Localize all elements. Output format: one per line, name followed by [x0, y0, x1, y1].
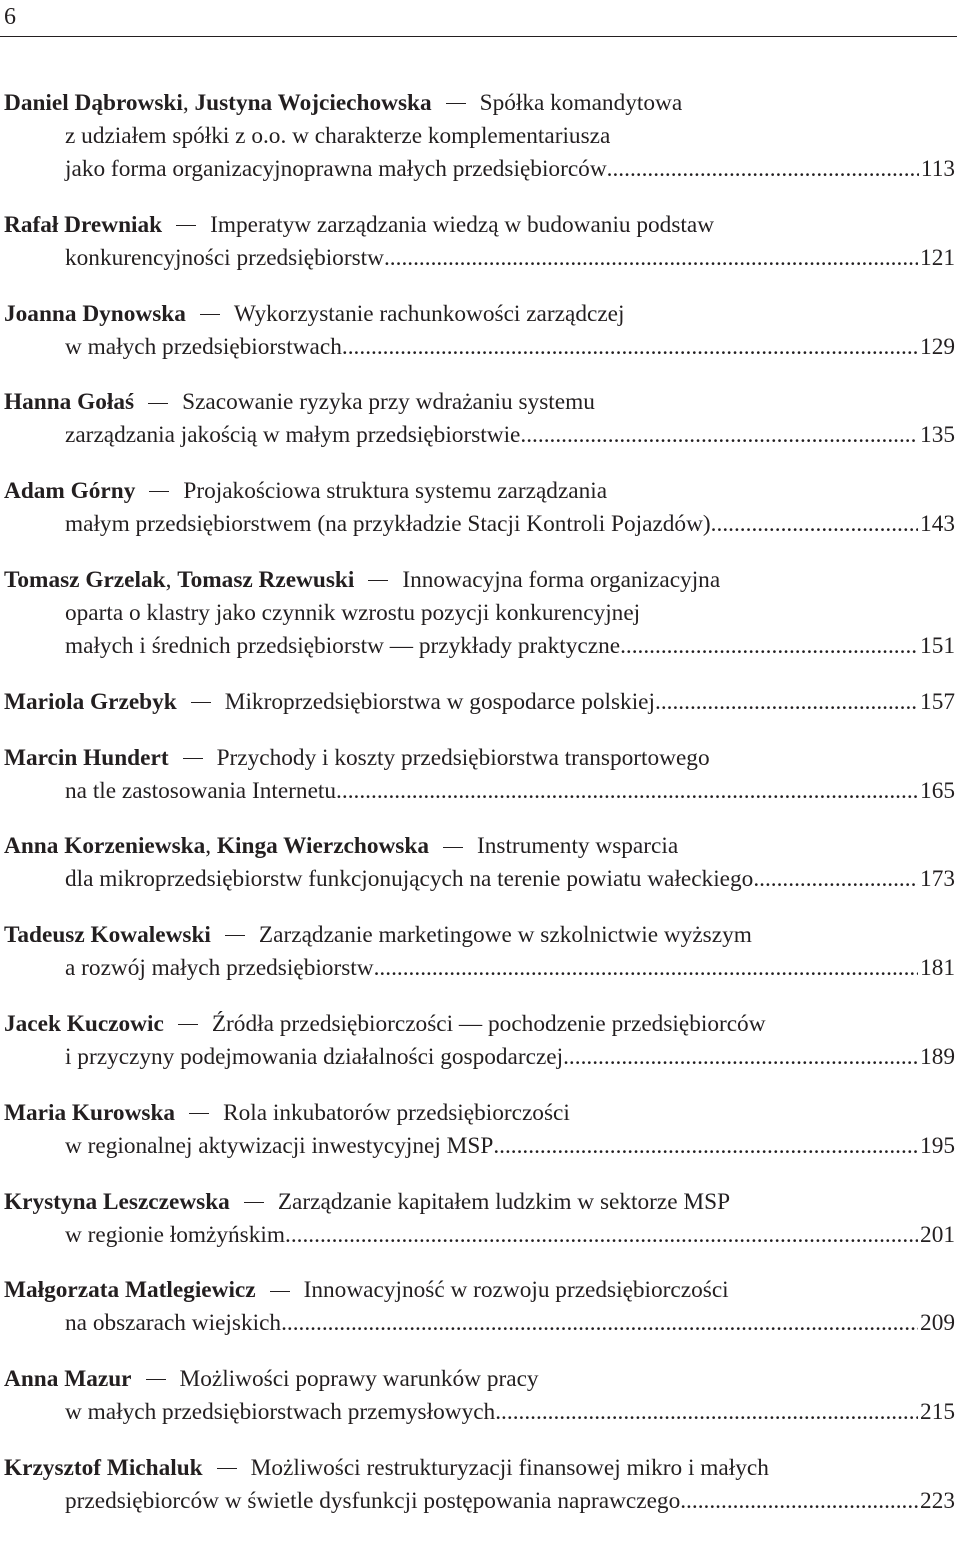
toc-entry-line: [4, 1274, 955, 1307]
toc-author: Anna Korzeniewska: [4, 833, 206, 860]
author-separator: ,: [182, 90, 195, 116]
toc-entry-line: [4, 1130, 955, 1163]
toc-title-text: Źródła przedsiębiorczości — pochodzenie przedsiębiorców: [211, 1010, 766, 1037]
toc-entry-text: [65, 863, 753, 896]
toc-entry: [4, 1008, 955, 1074]
author-title-dash: [176, 225, 196, 226]
toc-page-number: 195: [920, 1132, 955, 1159]
author-title-dash: [368, 580, 388, 581]
toc-title-text: małym przedsiębiorstwem (na przykładzie Stacji Kontroli Pojazdów): [65, 511, 711, 538]
toc-entry-text: [4, 567, 720, 593]
toc-entry-text: [65, 600, 640, 626]
toc-entry-line: [4, 1396, 955, 1429]
toc-entry-line: [4, 120, 955, 153]
dot-leader: [285, 1219, 918, 1252]
toc-entry-text: [4, 686, 655, 719]
toc-entry-line: [4, 242, 955, 275]
toc-title-text: Mikroprzedsiębiorstwa w gospodarce polskiej: [224, 688, 655, 715]
toc-page-number: 215: [920, 1399, 955, 1426]
toc-entry-text: [65, 1307, 281, 1340]
header-rule: [0, 36, 957, 37]
toc-entry: [4, 564, 955, 663]
toc-title-text: na tle zastosowania Internetu: [65, 777, 337, 804]
toc-page-number: 209: [920, 1310, 955, 1337]
author-title-dash: [244, 1202, 264, 1203]
toc-entry-line: [4, 597, 955, 630]
toc-title-text: Rola inkubatorów przedsiębiorczości: [223, 1099, 570, 1126]
author-title-dash: [178, 1024, 198, 1025]
toc-entry-text: [4, 301, 624, 327]
author-title-dash: [148, 403, 168, 404]
toc-page-number: 201: [920, 1221, 955, 1248]
toc-entry-line: [4, 331, 955, 364]
toc-entry-text: [4, 212, 714, 238]
toc-title-text: na obszarach wiejskich: [65, 1310, 282, 1337]
toc-title-text: Zarządzanie marketingowe w szkolnictwie wyższym: [258, 922, 752, 949]
toc-author: Marcin Hundert: [4, 744, 169, 771]
dot-leader: [655, 686, 918, 719]
toc-entry: [4, 1452, 955, 1518]
toc-entry-line: [4, 508, 955, 541]
toc-title-text: zarządzania jakością w małym przedsiębiorstwie: [65, 422, 521, 449]
toc-title-text: oparta o klastry jako czynnik wzrostu pozycji konkurencyjnej: [65, 599, 641, 626]
toc-entry-line: [4, 153, 955, 186]
toc-entry-text: [65, 242, 384, 275]
toc-author: Mariola Grzebyk: [4, 688, 177, 715]
toc-title-text: Zarządzanie kapitałem ludzkim w sektorze MSP: [277, 1188, 731, 1215]
author-title-dash: [149, 491, 169, 492]
toc-entry-text: [65, 1396, 495, 1429]
toc-title-text: w małych przedsiębiorstwach: [65, 333, 342, 360]
author-title-dash: [200, 314, 220, 315]
toc-entry-text: [65, 1041, 563, 1074]
toc-title-text: Możliwości poprawy warunków pracy: [179, 1366, 539, 1393]
toc-author: Maria Kurowska: [4, 1099, 176, 1126]
toc-author: Anna Mazur: [4, 1366, 132, 1393]
toc-entry: [4, 686, 955, 719]
toc-title-text: Innowacyjność w rozwoju przedsiębiorczości: [303, 1277, 729, 1304]
toc-entry: [4, 1097, 955, 1163]
dot-leader: [281, 1307, 918, 1340]
toc-entry-line: [4, 1452, 955, 1485]
toc-entry: [4, 742, 955, 808]
toc-author: Krzysztof Michaluk: [4, 1454, 203, 1481]
toc-title-text: Wykorzystanie rachunkowości zarządczej: [233, 300, 625, 327]
toc-page-number: 223: [920, 1487, 955, 1514]
dot-leader: [495, 1396, 918, 1429]
toc-entry-line: [4, 386, 955, 419]
toc-entry-text: [65, 508, 711, 541]
dot-leader: [493, 1130, 918, 1163]
toc-entry-line: [4, 564, 955, 597]
toc-entry-text: [4, 1366, 539, 1392]
toc-page-number: 173: [920, 866, 955, 893]
toc-author: Jacek Kuczowic: [4, 1010, 164, 1037]
toc-entry-text: [4, 1189, 730, 1215]
toc-author: Tadeusz Kowalewski: [4, 922, 211, 949]
toc-page-number: 157: [920, 688, 955, 715]
toc-entry-text: [4, 1455, 769, 1481]
toc-entry: [4, 475, 955, 541]
toc-title-text: Imperatyw zarządzania wiedzą w budowaniu podstaw: [210, 211, 715, 238]
author-title-dash: [217, 1468, 237, 1469]
toc-entry: [4, 830, 955, 896]
toc-entry-text: [65, 1130, 493, 1163]
dot-leader: [753, 863, 918, 896]
dot-leader: [680, 1485, 918, 1518]
toc-page-number: 143: [920, 511, 955, 538]
toc-entry: [4, 1186, 955, 1252]
toc-entry-line: [4, 686, 955, 719]
toc-entry-text: [4, 833, 678, 859]
toc-entry-text: [65, 419, 520, 452]
toc-entry-text: [65, 1219, 285, 1252]
toc-entry-text: [65, 952, 374, 985]
author-title-dash: [270, 1291, 290, 1292]
toc-entry-line: [4, 830, 955, 863]
toc-entry-line: [4, 1219, 955, 1252]
author-separator: ,: [205, 833, 217, 860]
toc-title-text: przedsiębiorców w świetle dysfunkcji postępowania naprawczego: [65, 1487, 681, 1514]
toc-entry-line: [4, 1097, 955, 1130]
toc-author: Rafał Drewniak: [4, 211, 163, 238]
toc-entry-line: [4, 298, 955, 331]
toc-entry-text: [65, 331, 342, 364]
toc-page-number: 113: [920, 156, 955, 182]
toc-title-text: małych i średnich przedsiębiorstw — przykłady praktyczne: [65, 632, 621, 659]
author-title-dash: [446, 103, 466, 104]
toc-page-number: 165: [920, 777, 955, 804]
toc-title-text: Instrumenty wsparcia: [476, 833, 679, 860]
toc-page-number: 129: [920, 333, 955, 360]
toc-entry-line: [4, 87, 955, 120]
toc-entry-text: [65, 775, 336, 808]
toc-author: Hanna Gołaś: [4, 389, 135, 416]
toc-entry: [4, 209, 955, 275]
dot-leader: [384, 242, 918, 275]
toc-entry: [4, 386, 955, 452]
toc-entry-text: [65, 1485, 680, 1518]
toc-title-text: z udziałem spółki z o.o. w charakterze komplementariusza: [65, 123, 611, 149]
toc-entry: [4, 1274, 955, 1340]
toc-entry-line: [4, 742, 955, 775]
toc-author: Małgorzata Matlegiewicz: [4, 1277, 256, 1304]
toc-entry-line: [4, 630, 955, 663]
toc-title-text: w regionalnej aktywizacji inwestycyjnej MSP: [65, 1132, 494, 1159]
dot-leader: [563, 1041, 918, 1074]
toc-entry: [4, 298, 955, 364]
toc-entry-line: [4, 863, 955, 896]
toc-title-text: Możliwości restrukturyzacji finansowej mikro i małych: [250, 1454, 769, 1481]
toc-entry-line: [4, 1485, 955, 1518]
toc-entry-text: [4, 1100, 570, 1126]
toc-entry-text: [65, 123, 610, 149]
toc-entry: [4, 919, 955, 985]
toc-entry: [4, 87, 955, 186]
toc-title-text: Innowacyjna forma organizacyjna: [402, 566, 721, 593]
toc-entry-text: [4, 1277, 729, 1303]
author-title-dash: [225, 935, 245, 936]
toc-entry-line: [4, 1041, 955, 1074]
toc-author: Justyna Wojciechowska: [194, 90, 432, 116]
toc-author: Joanna Dynowska: [4, 300, 186, 327]
toc-page-number: 121: [920, 244, 955, 271]
author-title-dash: [443, 847, 463, 848]
toc-title-text: Przychody i koszty przedsiębiorstwa transportowego: [216, 744, 710, 771]
dot-leader: [520, 419, 918, 452]
toc-title-text: Szacowanie ryzyka przy wdrażaniu systemu: [182, 389, 595, 416]
toc-entry-text: [65, 630, 620, 663]
toc-author: Tomasz Rzewuski: [177, 566, 355, 593]
toc-entry-line: [4, 1186, 955, 1219]
toc-title-text: jako forma organizacyjnoprawna małych przedsiębiorców: [65, 156, 607, 182]
toc-entry-line: [4, 1307, 955, 1340]
toc-page-number: 135: [920, 422, 955, 449]
table-of-contents: [4, 87, 955, 1541]
dot-leader: [607, 153, 919, 186]
author-title-dash: [189, 1113, 209, 1114]
author-title-dash: [146, 1379, 166, 1380]
toc-entry-text: [4, 478, 607, 504]
dot-leader: [374, 952, 918, 985]
toc-page-number: 189: [920, 1043, 955, 1070]
toc-entry-line: [4, 419, 955, 452]
toc-author: Krystyna Leszczewska: [4, 1188, 230, 1215]
toc-entry-line: [4, 475, 955, 508]
toc-entry-line: [4, 775, 955, 808]
toc-page-number: 151: [920, 632, 955, 659]
toc-author: Adam Górny: [4, 478, 136, 505]
toc-title-text: dla mikroprzedsiębiorstw funkcjonujących na terenie powiatu wałeckiego: [65, 866, 754, 893]
toc-entry-text: [4, 90, 682, 116]
author-separator: ,: [165, 566, 178, 593]
toc-author: Tomasz Grzelak: [4, 566, 166, 593]
toc-title-text: Spółka komandytowa: [479, 90, 683, 116]
toc-entry-text: [4, 389, 595, 415]
dot-leader: [336, 775, 918, 808]
toc-entry-text: [4, 1011, 766, 1037]
toc-entry-text: [4, 745, 710, 771]
author-title-dash: [191, 702, 211, 703]
toc-title-text: Projakościowa struktura systemu zarządzania: [183, 478, 608, 505]
toc-title-text: i przyczyny podejmowania działalności gospodarczej: [65, 1043, 564, 1070]
toc-entry-line: [4, 952, 955, 985]
author-title-dash: [183, 758, 203, 759]
toc-entry-text: [65, 153, 607, 186]
toc-author: Daniel Dąbrowski: [4, 90, 183, 116]
toc-page-number: 181: [920, 955, 955, 982]
dot-leader: [711, 508, 918, 541]
toc-title-text: konkurencyjności przedsiębiorstw: [65, 244, 384, 271]
toc-title-text: a rozwój małych przedsiębiorstw: [65, 955, 374, 982]
toc-entry-text: [4, 922, 752, 948]
toc-entry-line: [4, 209, 955, 242]
toc-entry-line: [4, 1363, 955, 1396]
page-number: 6: [4, 4, 16, 30]
dot-leader: [620, 630, 918, 663]
toc-entry: [4, 1363, 955, 1429]
dot-leader: [342, 331, 918, 364]
toc-title-text: w małych przedsiębiorstwach przemysłowych: [65, 1399, 496, 1426]
toc-entry-line: [4, 919, 955, 952]
toc-title-text: w regionie łomżyńskim: [65, 1221, 285, 1248]
toc-entry-line: [4, 1008, 955, 1041]
toc-author: Kinga Wierzchowska: [216, 833, 429, 860]
